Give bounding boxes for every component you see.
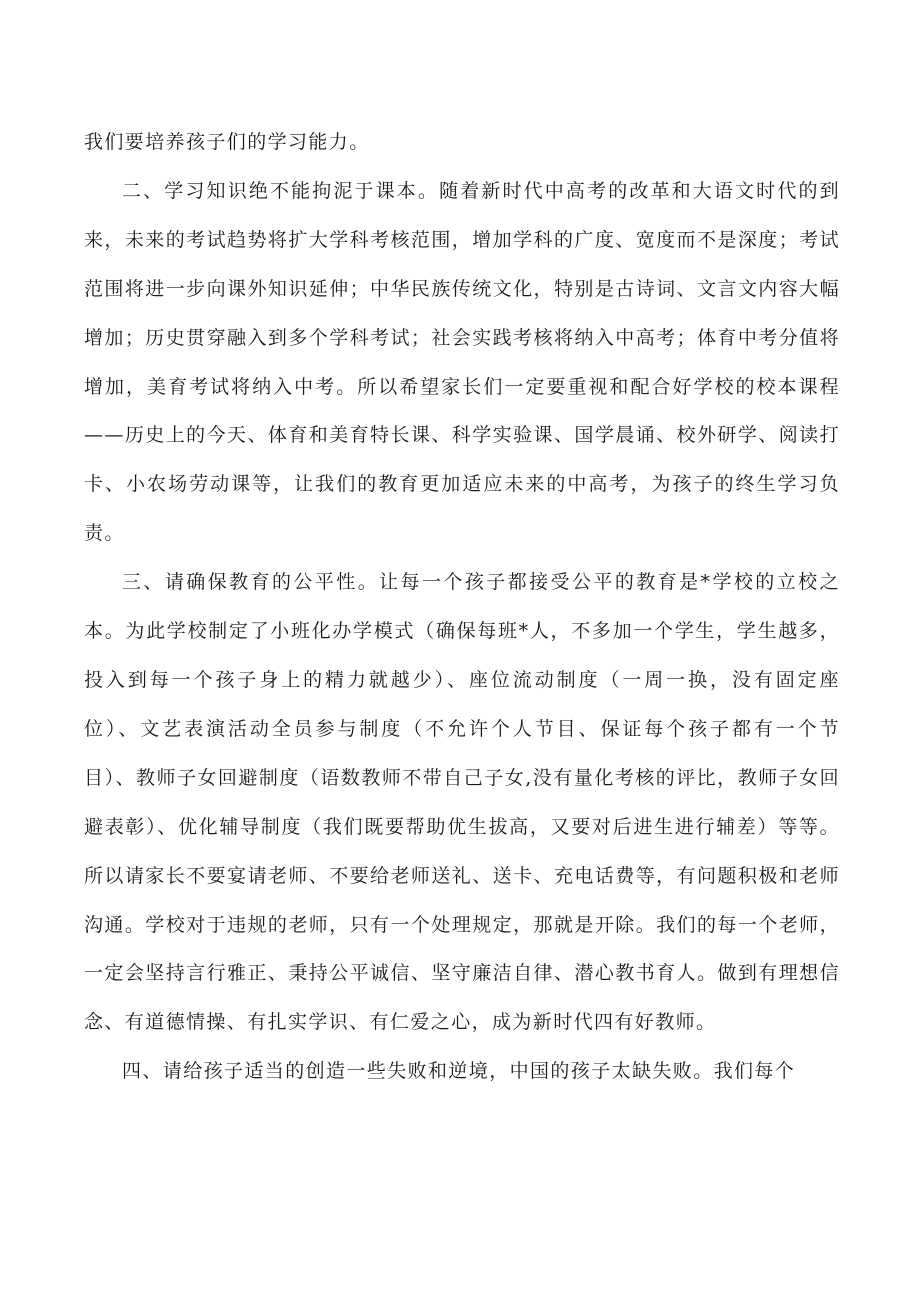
paragraph-section-4: 四、请给孩子适当的创造一些失败和逆境，中国的孩子太缺失败。我们每个: [122, 1060, 796, 1083]
paragraph-section-2: 二、学习知识绝不能拘泥于课本。随着新时代中高考的改革和大语文时代的到来，未来的考试趋势将扩大学科考核范围，增加学科的广度、宽度而不是深度；考试范围将进一步向课外知识延伸；中华民族传统文化，特别是古诗词、文言文内容大幅增加；历史贯穿融入到多个学科考试；社会实践考核将纳入中高考；体育中考分值将增加，美育考试将纳入中考。所以希望家长们一定要重视和配合好学校的校本课程——历史上的今天、体育和美育特长课、科学实验课、国学晨诵、校外研学、阅读打卡、小农场劳动课等，让我们的教育更加适应未来的中高考，为孩子的终生学习负责。: [84, 179, 840, 545]
document-body: [84, 118, 840, 1096]
paragraph-section-3: 三、请确保教育的公平性。让每一个孩子都接受公平的教育是*学校的立校之本。为此学校制定了小班化办学模式（确保每班*人，不多加一个学生，学生越多，投入到每一个孩子身上的精力就越少）、座位流动制度（一周一换，没有固定座位）、文艺表演活动全员参与制度（不允许个人节目、保证每个孩子都有一个节目）、教师子女回避制度（语数教师不带自己子女,没有量化考核的评比，教师子女回避表彰）、优化辅导制度（我们既要帮助优生拔高，又要对后进生进行辅差）等等。所以请家长不要宴请老师、不要给老师送礼、送卡、充电话费等，有问题积极和老师沟通。学校对于违规的老师，只有一个处理规定，那就是开除。我们的每一个老师，一定会坚持言行雅正、秉持公平诚信、坚守廉洁自律、潜心教书育人。做到有理想信念、有道德情操、有扎实学识、有仁爱之心，成为新时代四有好教师。: [84, 571, 840, 1034]
paragraph-continuation: 我们要培养孩子们的学习能力。: [84, 131, 370, 153]
